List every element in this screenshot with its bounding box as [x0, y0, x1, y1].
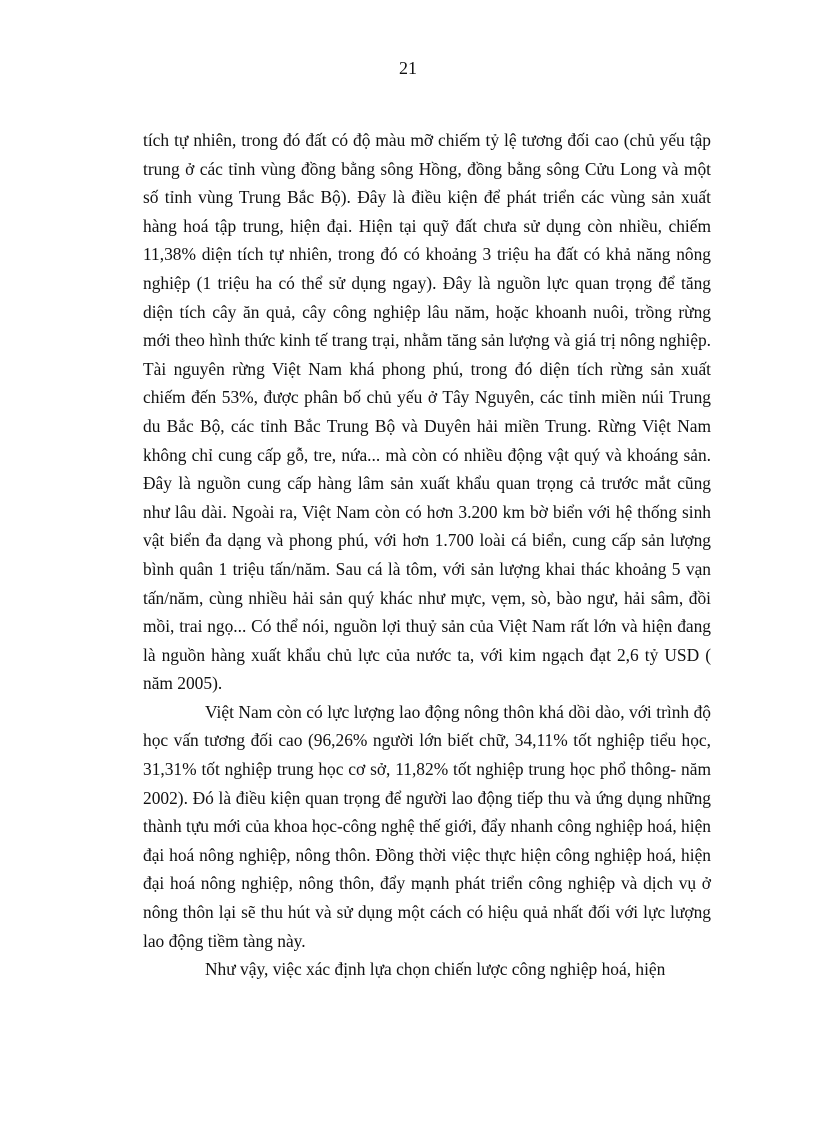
paragraph-natural-resources: tích tự nhiên, trong đó đất có độ màu mỡ chiếm tỷ lệ tương đối cao (chủ yếu tập trung ở các tỉnh vùng đồng bằng sông Hồng, đồng bằng sông Cửu Long và một số tỉnh vùng Trung Bắc Bộ). Đây là điều kiện để phát triển các vùng sản xuất hàng hoá tập trung, hiện đại. Hiện tại quỹ đất chưa sử dụng còn nhiều, chiếm 11,38% diện tích tự nhiên, trong đó có khoảng 3 triệu ha đất có khả năng nông nghiệp (1 triệu ha có thể sử dụng ngay). Đây là nguồn lực quan trọng để tăng diện tích cây ăn quả, cây công nghiệp lâu năm, hoặc khoanh nuôi, trồng rừng mới theo hình thức kinh tế trang trại, nhằm tăng sản lượng và giá trị nông nghiệp. Tài nguyên rừng Việt Nam khá phong phú, trong đó diện tích rừng sản xuất chiếm đến 53%, được phân bố chủ yếu ở Tây Nguyên, các tỉnh miền núi Trung du Bắc Bộ, các tỉnh Bắc Trung Bộ và Duyên hải miền Trung. Rừng Việt Nam không chỉ cung cấp gỗ, tre, nứa... mà còn có nhiều động vật quý và khoáng sản. Đây là nguồn cung cấp hàng lâm sản xuất khẩu quan trọng cả trước mắt cũng như lâu dài. Ngoài ra, Việt Nam còn có hơn 3.200 km bờ biển với hệ thống sinh vật biển đa dạng và phong phú, với hơn 1.700 loài cá biển, cung cấp sản lượng bình quân 1 triệu tấn/năm. Sau cá là tôm, với sản lượng khai thác khoảng 5 vạn tấn/năm, cùng nhiều hải sản quý khác như mực, vẹm, sò, bào ngư, hải sâm, đồi mồi, trai ngọ... Có thể nói, nguồn lợi thuỷ sản của Việt Nam rất lớn và hiện đang là nguồn hàng xuất khẩu chủ lực của nước ta, với kim ngạch đạt 2,6 tỷ USD ( năm 2005). — [143, 130, 711, 694]
paragraph-rural-labor: Việt Nam còn có lực lượng lao động nông thôn khá dồi dào, với trình độ học vấn tương đối cao (96,26% người lớn biết chữ, 34,11% tốt nghiệp tiểu học, 31,31% tốt nghiệp trung học cơ sở, 11,82% tốt nghiệp trung học phổ thông- năm 2002). Đó là điều kiện quan trọng để người lao động tiếp thu và ứng dụng những thành tựu mới của khoa học-công nghệ thế giới, đẩy nhanh công nghiệp hoá, hiện đại hoá nông nghiệp, nông thôn. Đồng thời việc thực hiện công nghiệp hoá, hiện đại hoá nông nghiệp, nông thôn, đẩy mạnh phát triển công nghiệp và dịch vụ ở nông thôn lại sẽ thu hút và sử dụng một cách có hiệu quả nhất đối với lực lượng lao động tiềm tàng này. — [143, 701, 711, 951]
paragraph-strategy: Như vậy, việc xác định lựa chọn chiến lược công nghiệp hoá, hiện — [205, 959, 666, 980]
body-text — [143, 126, 711, 984]
page-number: 21 — [399, 58, 417, 78]
